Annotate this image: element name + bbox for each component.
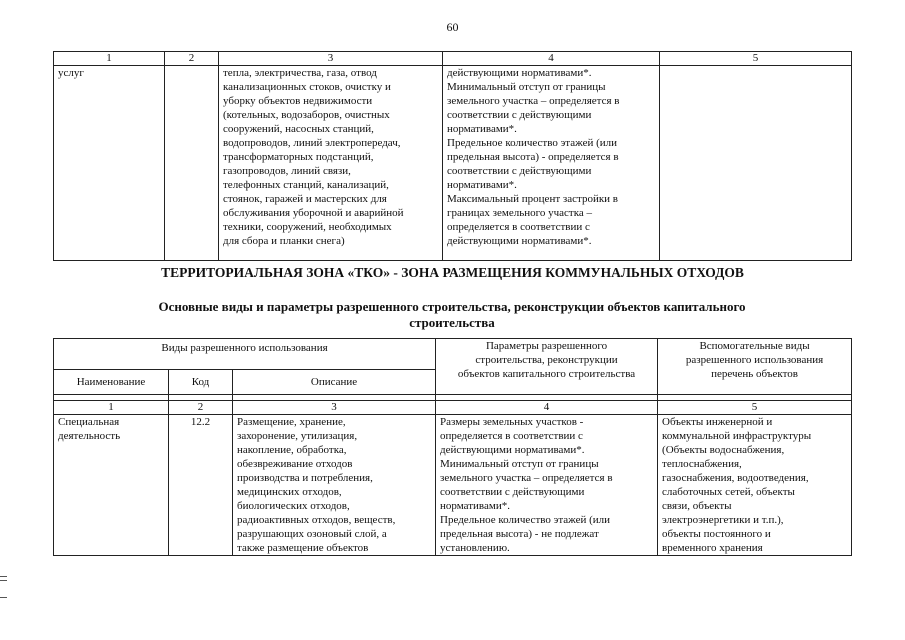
column-number: 5 — [660, 52, 852, 66]
text-line: временного хранения — [662, 542, 763, 554]
use-name-cell: услуг — [54, 66, 165, 261]
text-line: нормативами*. — [440, 500, 510, 512]
header-row — [54, 339, 852, 370]
text-line: разрушающих озоновый слой, а — [237, 528, 387, 540]
text-line: трансформаторных подстанций, — [223, 151, 374, 163]
auxiliary-cell — [658, 415, 852, 556]
use-code-cell: 12.2 — [169, 415, 233, 556]
text-line: обезвреживание отходов — [237, 458, 353, 470]
text-line: обслуживания уборочной и аварийной — [223, 207, 404, 219]
parameters-cell — [436, 415, 658, 556]
column-number: 1 — [54, 52, 165, 66]
text-line: нормативами*. — [447, 123, 517, 135]
header-line: перечень объектов — [711, 368, 798, 380]
text-line: соответствии с действующими — [447, 165, 592, 177]
column-number-row — [54, 52, 852, 66]
text-line: Минимальный отступ от границы — [440, 458, 599, 470]
text-line: Размеры земельных участков - — [440, 416, 584, 428]
description-column-header: Описание — [233, 370, 436, 395]
header-line: строительства, реконструкции — [475, 354, 618, 366]
text-line: канализационных стоков, очистку и — [223, 81, 391, 93]
text-line: связи, объекты — [662, 500, 732, 512]
text-line: (Объекты водоснабжения, — [662, 444, 785, 456]
scan-edge-mark — [0, 597, 7, 598]
scan-edge-mark — [0, 580, 7, 581]
text-line: теплоснабжения, — [662, 458, 742, 470]
text-line: техники, сооружений, необходимых — [223, 221, 392, 233]
permitted-use-table — [53, 338, 852, 556]
text-line: земельного участка – определяется в — [440, 472, 613, 484]
text-line: газопроводов, линий связи, — [223, 165, 351, 177]
column-number: 4 — [443, 52, 660, 66]
text-line: соответствии с действующими — [447, 109, 592, 121]
text-line: медицинских отходов, — [237, 486, 342, 498]
text-line: деятельность — [58, 430, 121, 442]
text-line: тепла, электричества, газа, отвод — [223, 67, 377, 79]
use-name-cell — [54, 415, 169, 556]
column-number: 3 — [233, 401, 436, 415]
text-line: Объекты инженерной и — [662, 416, 773, 428]
text-line: газоснабжения, водоотведения, — [662, 472, 809, 484]
text-line: Максимальный процент застройки в — [447, 193, 618, 205]
column-number: 2 — [165, 52, 219, 66]
auxiliary-cell — [660, 66, 852, 261]
zone-title: ТЕРРИТОРИАЛЬНАЯ ЗОНА «ТКО» - ЗОНА РАЗМЕЩЕНИЯ КОММУНАЛЬНЫХ ОТХОДОВ — [161, 265, 744, 280]
header-line: объектов капитального строительства — [457, 368, 636, 380]
text-line: биологических отходов, — [237, 500, 350, 512]
section-title — [53, 299, 851, 331]
column-number: 1 — [54, 401, 169, 415]
text-line: захоронение, утилизация, — [237, 430, 358, 442]
parameters-cell — [443, 66, 660, 261]
text-line: уборку объектов недвижимости — [223, 95, 373, 107]
permitted-use-header: Виды разрешенного использования — [54, 339, 436, 370]
text-line: сооружений, насосных станций, — [223, 123, 374, 135]
text-line: предельная высота) - определяется в — [447, 151, 619, 163]
auxiliary-header — [658, 339, 852, 395]
text-line: слаботочных сетей, объекты — [662, 486, 795, 498]
text-line: Минимальный отступ от границы — [447, 81, 606, 93]
table-row — [54, 66, 852, 261]
column-number: 3 — [219, 52, 443, 66]
text-line: предельная высота) - не подлежат — [440, 528, 599, 540]
text-line: определяется в соответствии с — [447, 221, 590, 233]
text-line: телефонных станций, канализаций, — [223, 179, 389, 191]
column-number-row — [54, 401, 852, 415]
text-line: действующими нормативами*. — [447, 67, 592, 79]
section-title-line: строительства — [409, 315, 495, 330]
text-line: электроэнергетики и т.п.), — [662, 514, 784, 526]
text-line: определяется в соответствии с — [440, 430, 583, 442]
text-line: нормативами*. — [447, 179, 517, 191]
text-line: Предельное количество этажей (или — [440, 514, 611, 526]
text-line: (котельных, водозаборов, очистных — [223, 109, 390, 121]
text-line: стоянок, гаражей и мастерских для — [223, 193, 387, 205]
text-line: действующими нормативами*. — [440, 444, 585, 456]
use-code-cell — [165, 66, 219, 261]
text-line: также размещение объектов — [237, 542, 369, 554]
text-line: водопроводов, линий электропередач, — [223, 137, 401, 149]
use-description-cell — [233, 415, 436, 556]
column-number: 5 — [658, 401, 852, 415]
text-line: Предельное количество этажей (или — [447, 137, 618, 149]
text-line: Специальная — [58, 416, 120, 428]
name-column-header: Наименование — [54, 370, 169, 395]
table-row — [54, 415, 852, 556]
text-line: накопление, обработка, — [237, 444, 347, 456]
header-line: разрешенного использования — [685, 354, 824, 366]
header-line: Параметры разрешенного — [485, 340, 608, 352]
text-line: земельного участка – определяется в — [447, 95, 620, 107]
text-line: для сбора и планки снега) — [223, 235, 345, 247]
column-number: 2 — [169, 401, 233, 415]
text-line: соответствии с действующими — [440, 486, 585, 498]
text-line: коммунальной инфраструктуры — [662, 430, 812, 442]
column-number: 4 — [436, 401, 658, 415]
scan-edge-mark — [0, 576, 7, 577]
page-number: 60 — [446, 20, 459, 34]
continued-table — [53, 51, 852, 261]
section-title-line: Основные виды и параметры разрешенного строительства, реконструкции объектов капитального — [158, 299, 746, 314]
text-line: действующими нормативами*. — [447, 235, 592, 247]
text-line: производства и потребления, — [237, 472, 373, 484]
text-line: границах земельного участка – — [447, 207, 593, 219]
text-line: объекты постоянного и — [662, 528, 771, 540]
header-line: Вспомогательные виды — [699, 340, 810, 352]
code-column-header: Код — [169, 370, 233, 395]
text-line: установлению. — [440, 542, 510, 554]
text-line: Размещение, хранение, — [237, 416, 346, 428]
parameters-header — [436, 339, 658, 395]
text-line: радиоактивных отходов, веществ, — [237, 514, 396, 526]
use-description-cell — [219, 66, 443, 261]
